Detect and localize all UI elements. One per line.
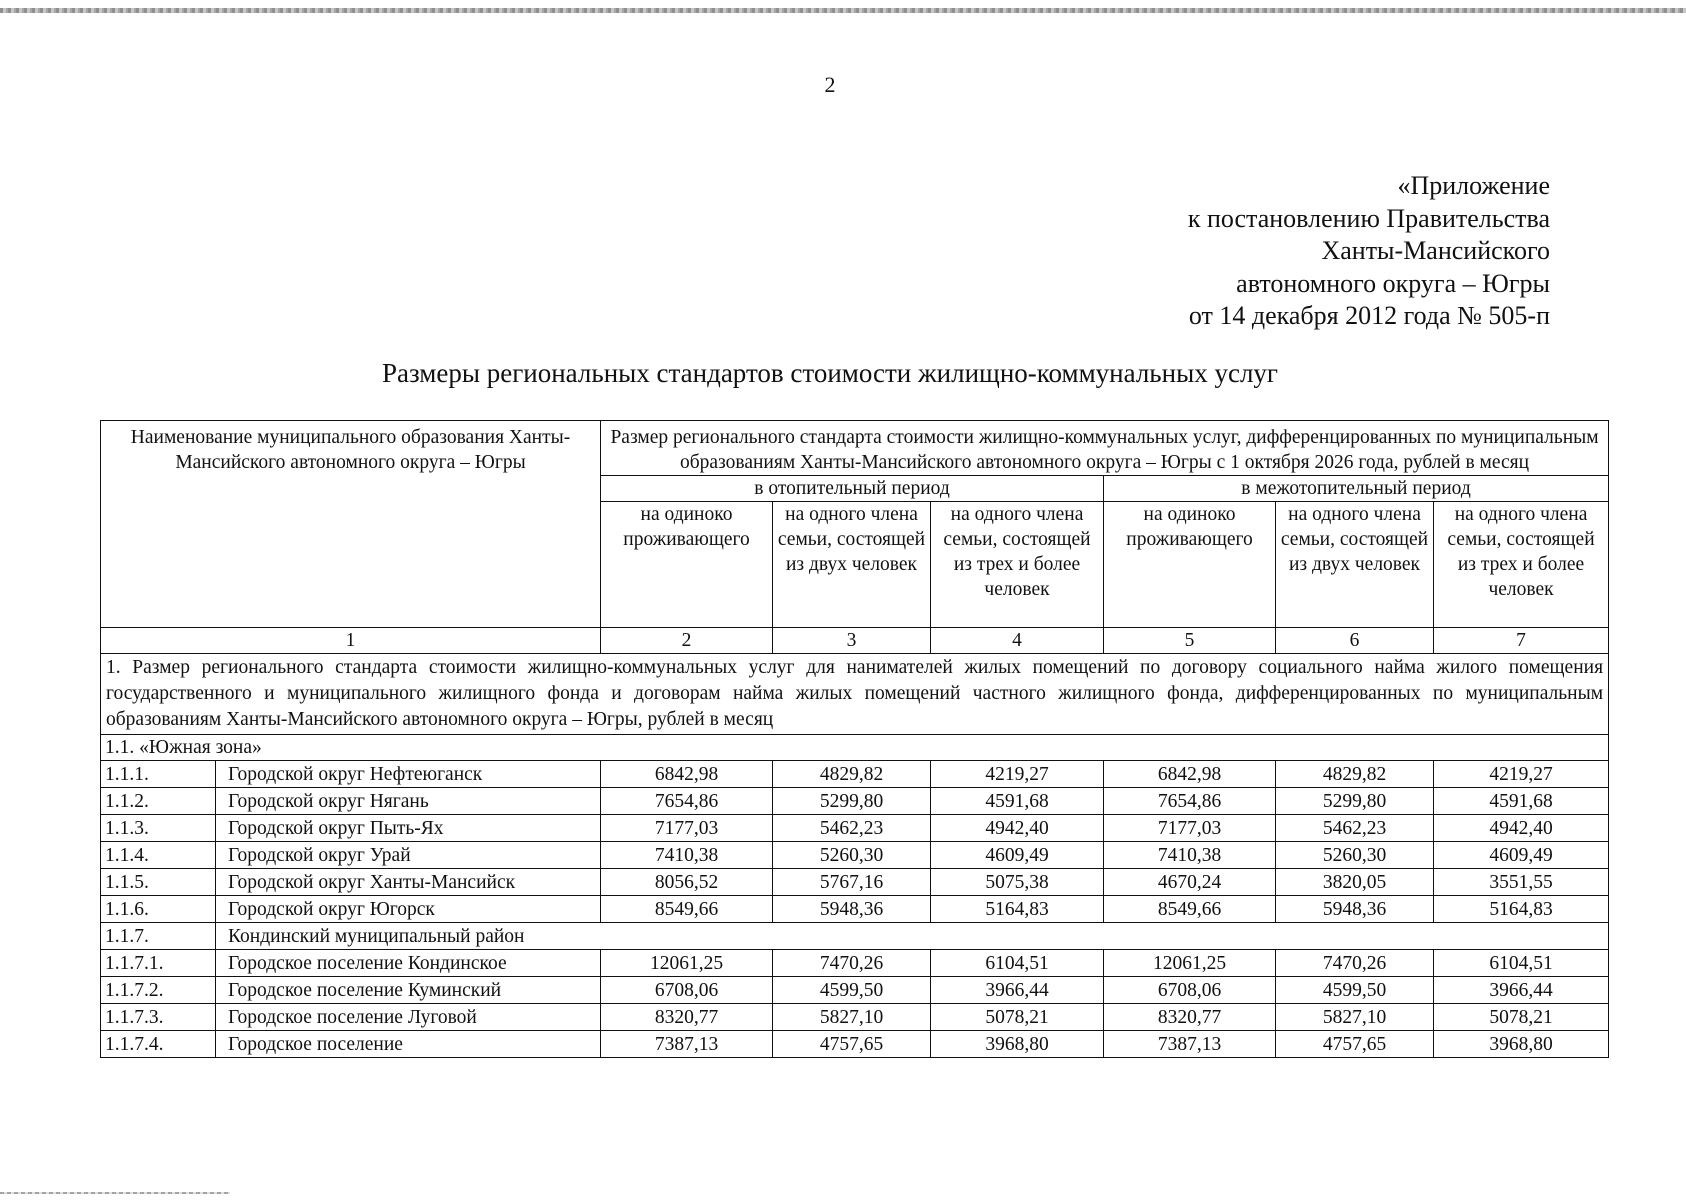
value-cell: 4599,50 [773,977,931,1004]
value-cell: 5299,80 [773,788,931,815]
value-cell: 5299,80 [1276,788,1434,815]
subheader-cell: на одиноко проживающего [601,502,773,628]
table-row [101,815,1609,842]
column-number: 2 [601,628,773,654]
row-code: 1.1.7.1. [101,950,216,977]
column-number: 5 [1104,628,1276,654]
row-municipality-name: Городской округ Урай [216,842,601,869]
value-cell: 4829,82 [1276,761,1434,788]
value-cell: 4942,40 [931,815,1104,842]
table-row [101,896,1609,923]
row-municipality-name: Городское поселение Кондинское [216,950,601,977]
row-municipality-name: Городской округ Югорск [216,896,601,923]
value-cell: 5827,10 [1276,1004,1434,1031]
appendix-line: к постановлению Правительства [1187,203,1550,233]
appendix-note [1188,170,1550,333]
row-municipality-name: Городской округ Нефтеюганск [216,761,601,788]
table-row [101,1004,1609,1031]
value-cell: 7470,26 [773,950,931,977]
value-cell: 4942,40 [1434,815,1609,842]
row-code: 1.1.7.4. [101,1031,216,1058]
value-cell: 8549,66 [1104,896,1276,923]
value-cell: 4219,27 [931,761,1104,788]
value-cell: 3820,05 [1276,869,1434,896]
value-cell: 4609,49 [931,842,1104,869]
value-cell: 4670,24 [1104,869,1276,896]
value-cell: 8320,77 [601,1004,773,1031]
column-number: 3 [773,628,931,654]
value-cell: 7387,13 [1104,1031,1276,1058]
table-row [101,761,1609,788]
row-code: 1.1.4. [101,842,216,869]
row-municipality-name: Городское поселение Куминский [216,977,601,1004]
value-cell: 7654,86 [601,788,773,815]
value-cell: 5948,36 [1276,896,1434,923]
row-municipality-name: Городской округ Пыть-Ях [216,815,601,842]
column-number: 4 [931,628,1104,654]
value-cell: 5260,30 [773,842,931,869]
value-cell: 4591,68 [931,788,1104,815]
value-cell: 6104,51 [931,950,1104,977]
scan-top-edge [0,8,1686,13]
row-municipality-name: Городской округ Ханты-Мансийск [216,869,601,896]
value-cell: 5462,23 [1276,815,1434,842]
value-cell: 5260,30 [1276,842,1434,869]
value-cell: 5075,38 [931,869,1104,896]
row-code: 1.1.2. [101,788,216,815]
subheader-cell: на одного члена семьи, состоящей из двух человек [1276,502,1434,628]
value-cell: 8549,66 [601,896,773,923]
value-cell: 4599,50 [1276,977,1434,1004]
value-cell: 4757,65 [1276,1031,1434,1058]
appendix-line: автономного округа – Югры [1236,268,1550,298]
row-code: 1.1.5. [101,869,216,896]
value-cell: 4609,49 [1434,842,1609,869]
value-cell: 7410,38 [601,842,773,869]
value-cell: 3968,80 [1434,1031,1609,1058]
row-municipality-name: Городское поселение Луговой [216,1004,601,1031]
value-cell: 6842,98 [1104,761,1276,788]
subheader-cell: на одиноко проживающего [1104,502,1276,628]
value-cell: 5767,16 [773,869,931,896]
value-cell: 5078,21 [1434,1004,1609,1031]
value-cell: 3966,44 [1434,977,1609,1004]
subheader-cell: на одного члена семьи, состоящей из двух человек [773,502,931,628]
value-cell: 4219,27 [1434,761,1609,788]
column-number: 1 [101,628,601,654]
row-code: 1.1.3. [101,815,216,842]
value-cell: 4591,68 [1434,788,1609,815]
value-cell: 8320,77 [1104,1004,1276,1031]
header-municipality: Наименование муниципального образования Ханты-Мансийского автономного округа – Югры [101,421,601,628]
standards-table [100,420,1609,1058]
value-cell: 3551,55 [1434,869,1609,896]
value-cell: 6842,98 [601,761,773,788]
column-number: 7 [1434,628,1609,654]
value-cell: 7654,86 [1104,788,1276,815]
value-cell: 6104,51 [1434,950,1609,977]
row-municipality-name: Городское поселение [216,1031,601,1058]
value-cell: 7387,13 [601,1031,773,1058]
table-row [101,950,1609,977]
value-cell: 5948,36 [773,896,931,923]
row-code: 1.1.6. [101,896,216,923]
value-cell: 6708,06 [1104,977,1276,1004]
value-cell: 12061,25 [601,950,773,977]
row-code: 1.1.7.2. [101,977,216,1004]
scan-bottom-edge [0,1192,230,1194]
table-row [101,788,1609,815]
appendix-line: «Приложение [1397,171,1550,200]
row-municipality-name: Кондинский муниципальный район [216,923,1609,950]
value-cell: 7177,03 [601,815,773,842]
appendix-line: Ханты-Мансийского [1321,236,1550,265]
header-nonheating-period: в межотопительный период [1104,476,1609,502]
header-heating-period: в отопительный период [601,476,1104,502]
value-cell: 7410,38 [1104,842,1276,869]
value-cell: 7470,26 [1276,950,1434,977]
row-municipality-name: Городской округ Нягань [216,788,601,815]
table-row [101,1031,1609,1058]
table-row [101,977,1609,1004]
value-cell: 7177,03 [1104,815,1276,842]
header-standard-size: Размер регионального стандарта стоимости жилищно-коммунальных услуг, дифференцированных по муниципальным образованиям Ханты-Мансийского автономного округа – Югры с 1 октября 2026 года, рублей в месяц [601,421,1609,476]
value-cell: 8056,52 [601,869,773,896]
value-cell: 3966,44 [931,977,1104,1004]
value-cell: 3968,80 [931,1031,1104,1058]
value-cell: 5078,21 [931,1004,1104,1031]
column-number: 6 [1276,628,1434,654]
table-row [101,923,1609,950]
value-cell: 6708,06 [601,977,773,1004]
page-number: 2 [824,72,836,97]
value-cell: 5462,23 [773,815,931,842]
table-row [101,869,1609,896]
section-heading: 1. Размер регионального стандарта стоимости жилищно-коммунальных услуг для нанимателей жилых помещений по договору социального найма жилого помещения государственного и муниципального жилищного фонда и договорам найма жилых помещений частного жилищного фонда, дифференцированных по муниципальным образованиям Ханты-Мансийского автономного округа – Югры, рублей в месяц [101,654,1609,735]
table-row [101,842,1609,869]
value-cell: 5164,83 [931,896,1104,923]
row-code: 1.1.7.3. [101,1004,216,1031]
appendix-line: от 14 декабря 2012 года № 505-п [1188,301,1550,330]
table-body [101,654,1609,761]
value-cell: 4757,65 [773,1031,931,1058]
subheader-cell: на одного члена семьи, состоящей из трех и более человек [931,502,1104,628]
value-cell: 12061,25 [1104,950,1276,977]
subheader-cell: на одного члена семьи, состоящей из трех и более человек [1434,502,1609,628]
value-cell: 4829,82 [773,761,931,788]
value-cell: 5164,83 [1434,896,1609,923]
table-header [101,421,1609,654]
document-title: Размеры региональных стандартов стоимости жилищно-коммунальных услуг [381,358,1278,388]
row-code: 1.1.7. [101,923,216,950]
value-cell: 5827,10 [773,1004,931,1031]
zone-heading: 1.1. «Южная зона» [101,735,1609,761]
row-code: 1.1.1. [101,761,216,788]
data-rows [101,761,1609,1058]
